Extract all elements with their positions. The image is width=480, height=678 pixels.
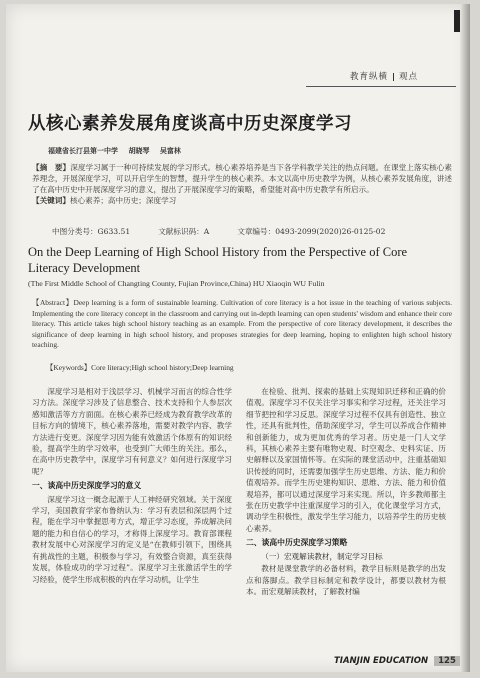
body-paragraph: 教材是课堂教学的必备材料，教学目标则是教学的出发点和落脚点。教学目标制定和教学设计，都要以教材为根本。而宏观解读教材，了解教材编 [246,564,446,596]
author-affiliation: 福建省长汀县第一中学 [48,147,118,155]
en-keywords-text: Core literacy;High school history;Deep learning [91,363,234,372]
english-title: On the Deep Learning of High School History from the Perspective of Core Literacy Development [28,245,408,275]
body-paragraph: 深度学习这一概念起源于人工神经研究领域。关于深度学习，美国教育学家布鲁纳认为：学习有表层和深层两个过程，能在学习中掌握思考方式，增正学习态度，养成解决问题的能力和自信心的学习，才称得上深度学习。教育部课程教材发展中心对深度学习的定义是“在教师引领下，围绕具有挑战性的主题，积极参与学习，有效整合资源，真至获得发展，体验成功的学习过程”。深度学习主张激活学生的学习经验，使学生形成积极的内在学习动机，让学生 [32,494,232,584]
section-heading: 一、谈高中历史深度学习的意义 [32,481,142,491]
section-heading: 二、谈高中历史深度学习策略 [246,538,348,548]
english-affiliation: (The First Middle School of Changting County, Fujian Province,China) HU Xiaoqin WU Fulin [28,279,325,288]
article-number: 文章编号：0493-2099(2020)26-0125-02 [237,227,386,236]
en-abstract-text: Deep learning is a form of sustainable learning. Cultivation of core literacy is a hot issue in the teaching of various subjects. Implementing the core literacy concept in the classroom and carrying out in-depth learning can open students' wisdom and enhance their core literacy. This article takes high school history teaching as an example. From the perspective of core literacy development, it describes the significance of deep learning in high school history, and proposes strategies for deep learning, hoping to enlighten high school history teaching. [32,298,452,349]
journal-page [6,4,470,672]
classification-row [52,226,452,237]
page-spine-shadow [460,4,470,672]
author-name-2: 吴富林 [159,147,181,155]
english-keywords [46,362,446,373]
page-footer [334,656,460,666]
document-code: 文献标识码：A [158,227,210,236]
page-number: 125 [434,656,460,666]
body-column-right [246,386,446,597]
en-abstract-label: 【Abstract】 [32,298,74,307]
cn-keywords-label: 【关键词】 [32,196,70,205]
clc-number: 中图分类号：G633.51 [52,227,131,236]
body-paragraph: 在检验、批判、探索的基础上实现知识迁移和正确的价值观。深度学习不仅关注学习事实和学习过程，还关注学习细节把控和学习反思。深度学习过程不仅具有创造性、独立性，还具有批判性，借助深度学习，学生可以养成合作精神和创新能力，成为更加优秀的学习者。历史是一门人文学科，其核心素养主要有唯物史观、时空观念、史料实证、历史解释以及家国情怀等。在实际的课堂活动中，注重基础知识传授的同时，还需要加强学生历史思维、方法、能力和价值观培养。而学生历史建构知识、思维、方法、能力和价值观培养，都可以通过深度学习来实现。所以，许多教师都主张在历史教学中注重深度学习的引入，优化课堂学习方式，调动学生积极性，激发学生学习能力，以培养学生的历史核心素养。 [246,387,446,533]
body-column-left [32,386,232,585]
journal-name: TIANJIN EDUCATION [334,656,429,666]
edge-marker [454,10,460,32]
author-line [48,146,189,156]
english-abstract-block [32,298,452,351]
section-tag [350,70,418,82]
author-name-1: 胡晓琴 [128,147,150,155]
cn-abstract-label: 【摘 要】 [32,163,71,172]
subsection-heading: （一）宏观解读教材，制定学习目标 [261,551,383,561]
body-paragraph: 深度学习是相对于浅层学习、机械学习而言的综合性学习方法。深度学习涉及了信息整合、技术支持和个人参层次感知激活等方方面面。在核心素养已经成为教育教学改革的目标方向的情境下，核心素养落地，需要对教学内容、教学方法进行变更。深度学习因为能有效激活个体原有的知识经验，提高学生的学习效率，也受到广大师生的关注。那么，在高中历史教学中，深度学习有何意义？如何进行深度学习呢？ [32,387,232,476]
header-rule [306,86,456,87]
chinese-abstract-block [32,162,452,206]
section-tag-primary: 教育纵横 [350,72,389,82]
cn-abstract-text: 深度学习属于一种可持续发展的学习形式。核心素养培养是当下各学科教学关注的热点问题。在课堂上落实核心素养理念，开展深度学习，可以开启学生的智慧，提升学生的核心素养。本文以高中历史教学为例，从核心素养发展角度，讲述了在高中历史中开展深度学习的意义，提出了开展深度学习的策略，希望能对高中历史教学有所启示。 [32,163,452,194]
article-title: 从核心素养发展角度谈高中历史深度学习 [28,114,352,134]
en-keywords-label: 【Keywords】 [46,363,92,372]
section-tag-secondary: 观点 [399,72,419,82]
section-divider [393,73,394,81]
cn-keywords-text: 核心素养；高中历史；深度学习 [69,196,177,205]
